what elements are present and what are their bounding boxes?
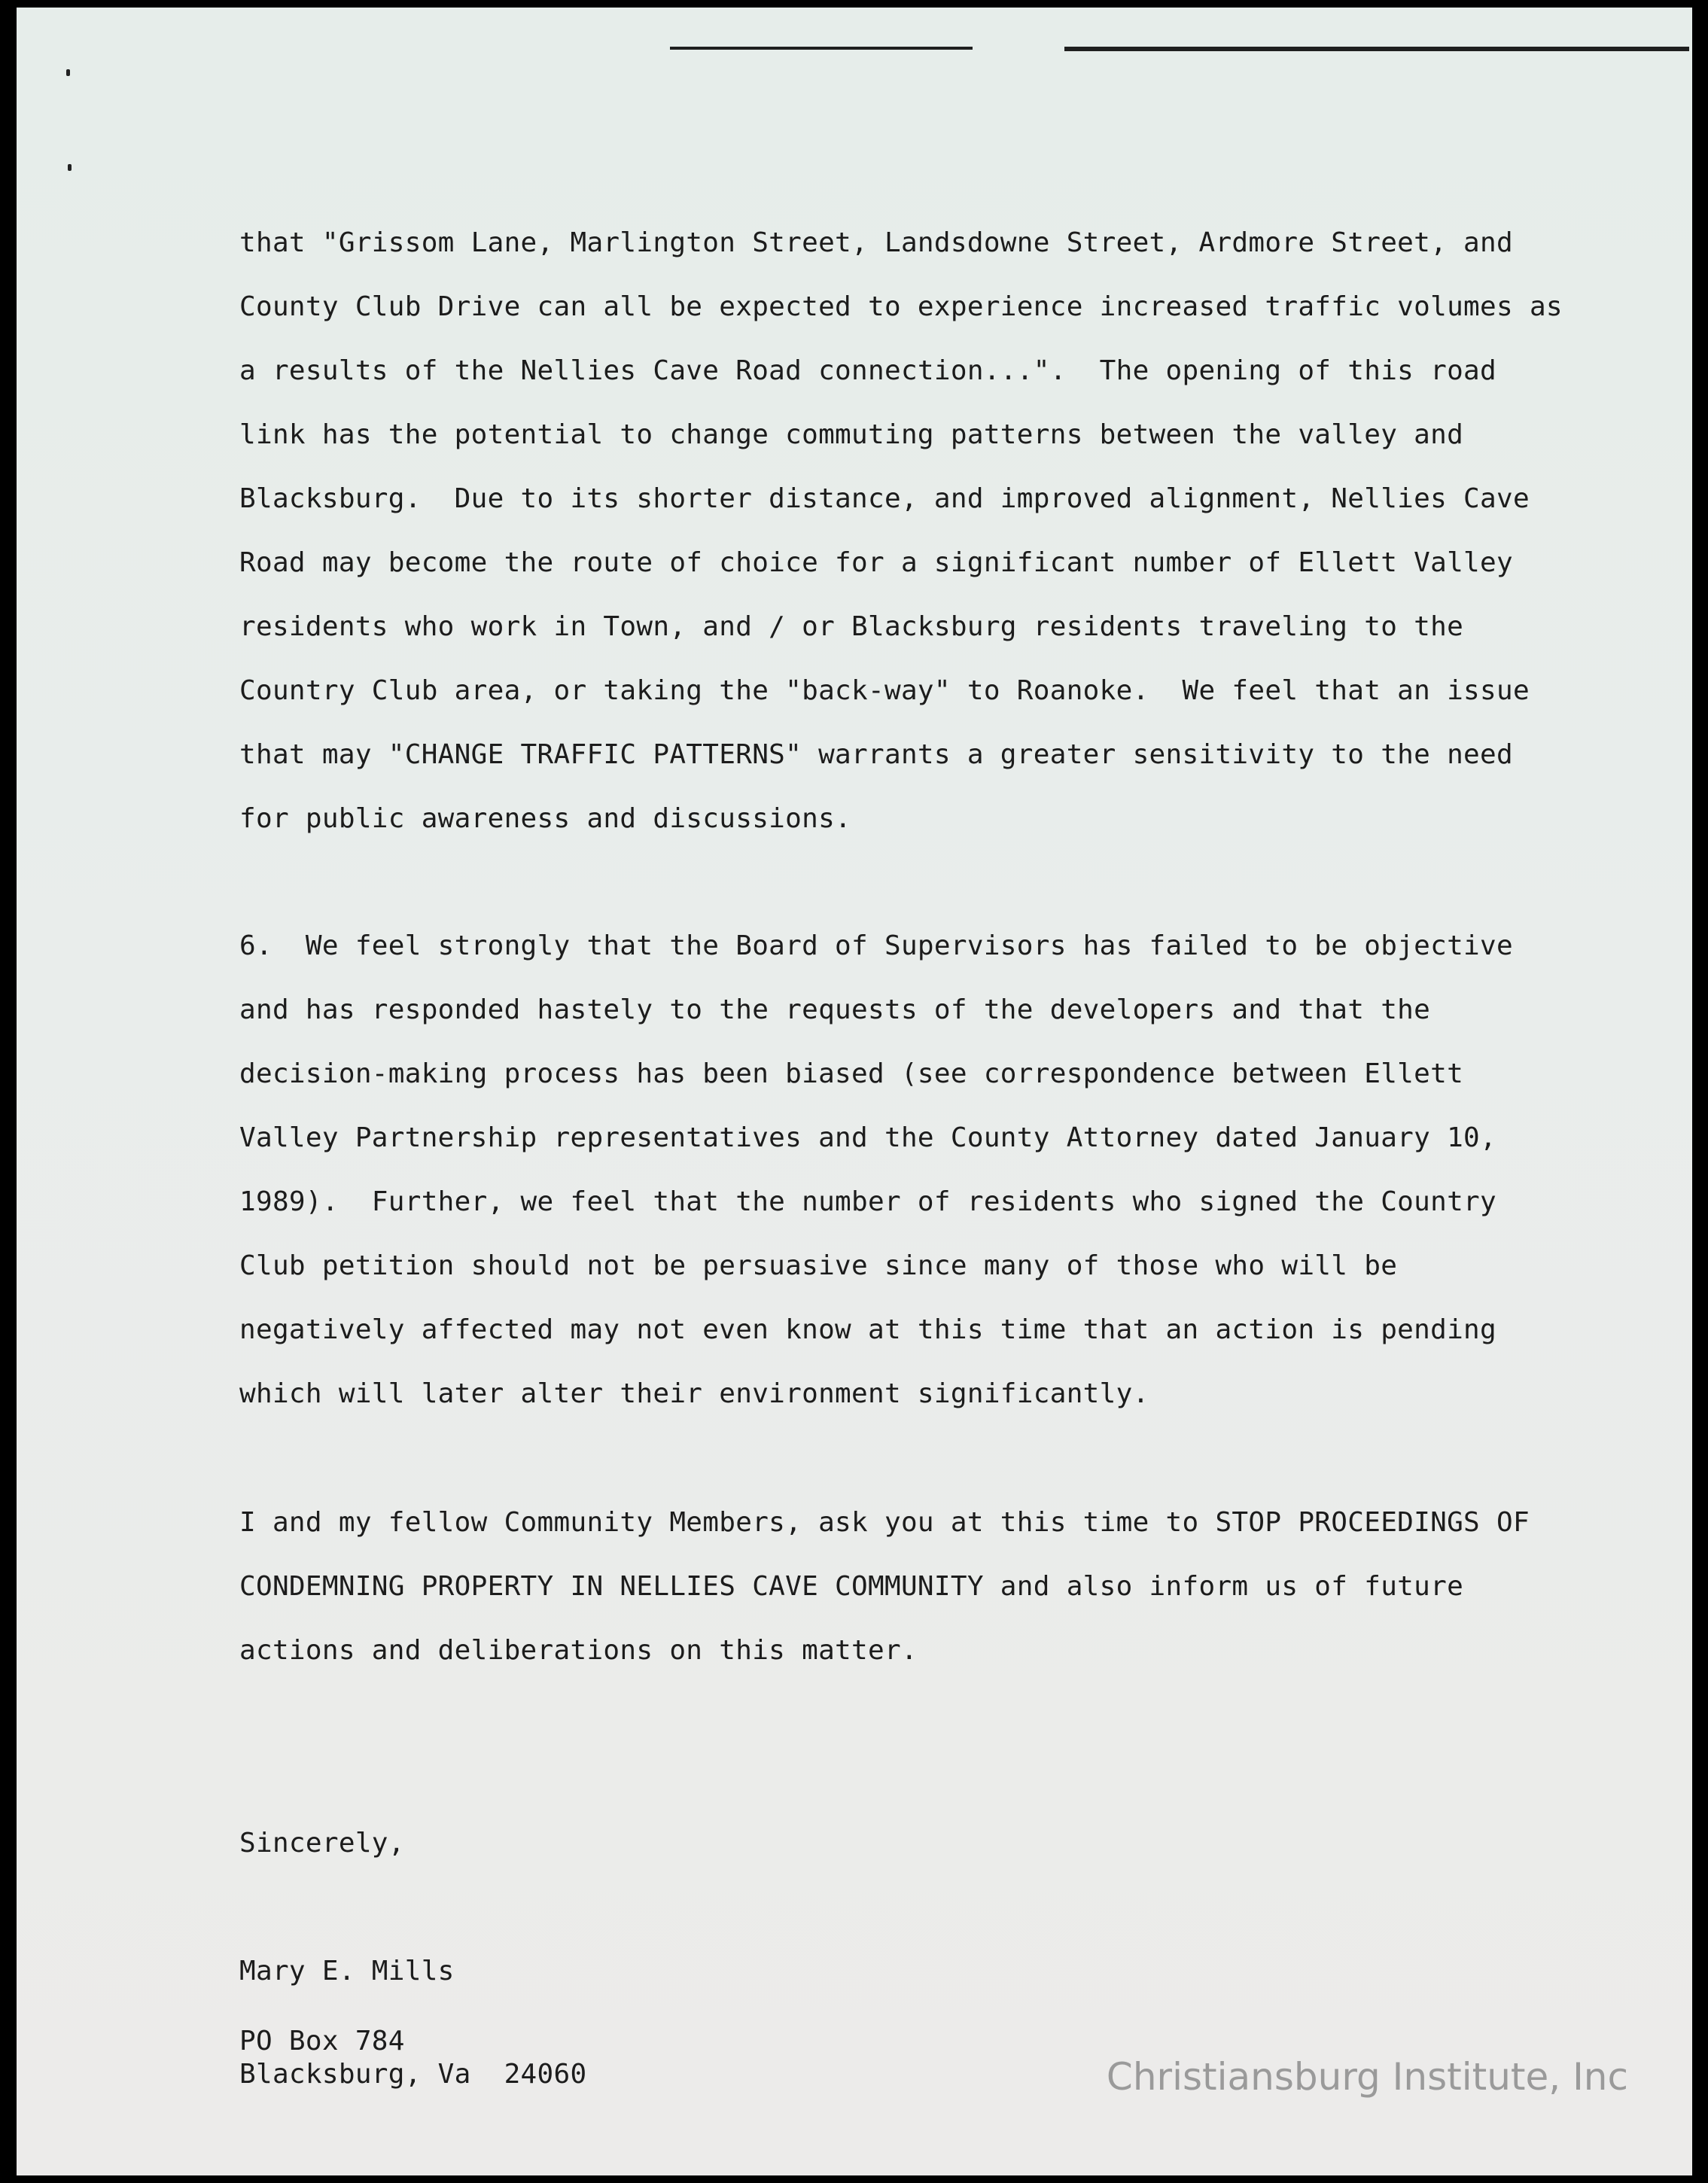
text-line: 6. We feel strongly that the Board of Supervisors has failed to be objective [239, 930, 1513, 961]
text-line: Club petition should not be persuasive since many of those who will be [239, 1250, 1398, 1281]
signer-name: Mary E. Mills [239, 1956, 455, 1987]
text-line: which will later alter their environment significantly. [239, 1378, 1149, 1409]
text-line: 1989). Further, we feel that the number of residents who signed the Country [239, 1186, 1497, 1217]
text-line: that "Grissom Lane, Marlington Street, Landsdowne Street, Ardmore Street, and [239, 227, 1513, 258]
top-rule-right [1064, 47, 1689, 51]
paragraph-6 [239, 914, 1594, 1426]
paper-speck [68, 164, 72, 171]
text-line: Blacksburg. Due to its shorter distance, and improved alignment, Nellies Cave [239, 483, 1530, 514]
text-line: a results of the Nellies Cave Road connection...". The opening of this road [239, 355, 1497, 386]
text-line: and has responded hastely to the requests of the developers and that the [239, 994, 1431, 1025]
text-line: actions and deliberations on this matter. [239, 1635, 918, 1666]
paragraph-continued [239, 211, 1594, 851]
address-line: PO Box 784 [239, 2026, 405, 2057]
text-line: County Club Drive can all be expected to experience increased traffic volumes as [239, 291, 1563, 322]
text-line: for public awareness and discussions. [239, 803, 852, 834]
closing: Sincerely, [239, 1828, 405, 1859]
paper-speck [66, 69, 70, 76]
text-line: Valley Partnership representatives and the County Attorney dated January 10, [239, 1122, 1497, 1153]
text-line: I and my fellow Community Members, ask you at this time to STOP PROCEEDINGS OF [239, 1507, 1530, 1538]
text-line: that may "CHANGE TRAFFIC PATTERNS" warrants a greater sensitivity to the need [239, 739, 1513, 770]
text-line: link has the potential to change commuting patterns between the valley and [239, 419, 1464, 450]
watermark: Christiansburg Institute, Inc [1106, 2055, 1628, 2099]
text-line: Road may become the route of choice for a significant number of Ellett Valley [239, 547, 1513, 578]
text-line: CONDEMNING PROPERTY IN NELLIES CAVE COMMUNITY and also inform us of future [239, 1571, 1464, 1602]
letter-page [17, 8, 1692, 2175]
address-line: Blacksburg, Va 24060 [239, 2059, 587, 2090]
text-line: Country Club area, or taking the "back-way" to Roanoke. We feel that an issue [239, 675, 1530, 706]
paragraph-request [239, 1490, 1594, 1682]
text-line: decision-making process has been biased (see correspondence between Ellett [239, 1058, 1464, 1089]
text-line: negatively affected may not even know at this time that an action is pending [239, 1314, 1497, 1345]
text-line: residents who work in Town, and / or Blacksburg residents traveling to the [239, 611, 1464, 642]
top-rule-left [670, 47, 973, 50]
